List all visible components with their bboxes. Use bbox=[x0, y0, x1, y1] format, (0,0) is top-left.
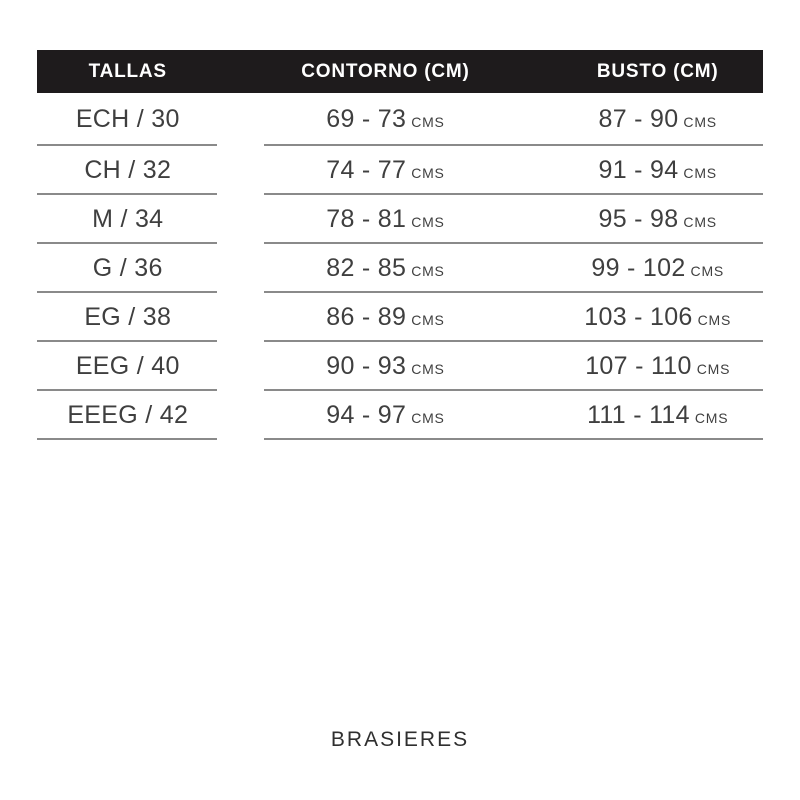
size-label: EEEG / 42 bbox=[67, 401, 189, 429]
contorno-cell bbox=[219, 156, 553, 185]
table-body bbox=[37, 93, 763, 440]
busto-range: 95 - 98 bbox=[598, 205, 679, 233]
contorno-range: 94 - 97 bbox=[326, 401, 407, 429]
busto-cell bbox=[552, 352, 763, 381]
contorno-range: 69 - 73 bbox=[326, 105, 407, 133]
size-label: EG / 38 bbox=[84, 303, 172, 331]
table-row bbox=[37, 195, 763, 244]
row-divider bbox=[37, 438, 763, 440]
busto-cell bbox=[552, 401, 763, 430]
unit-label: CMS bbox=[697, 312, 732, 328]
table-row bbox=[37, 293, 763, 342]
size-label: G / 36 bbox=[92, 254, 163, 282]
unit-label: CMS bbox=[683, 114, 717, 130]
table-row bbox=[37, 93, 763, 146]
busto-range: 111 - 114 bbox=[587, 401, 690, 429]
unit-label: CMS bbox=[411, 114, 445, 130]
size-chart-table bbox=[37, 50, 763, 440]
header-tallas: TALLAS bbox=[88, 60, 167, 82]
table-row bbox=[37, 391, 763, 440]
table-row bbox=[37, 146, 763, 195]
unit-label: CMS bbox=[411, 410, 445, 426]
unit-label: CMS bbox=[411, 263, 445, 279]
size-label: M / 34 bbox=[92, 205, 164, 233]
unit-label: CMS bbox=[411, 361, 445, 377]
contorno-range: 74 - 77 bbox=[326, 156, 407, 184]
busto-cell bbox=[552, 156, 763, 185]
size-label: CH / 32 bbox=[84, 156, 172, 184]
contorno-range: 82 - 85 bbox=[326, 254, 407, 282]
unit-label: CMS bbox=[690, 263, 725, 279]
unit-label: CMS bbox=[683, 165, 717, 181]
unit-label: CMS bbox=[411, 312, 445, 328]
contorno-cell bbox=[219, 401, 553, 430]
unit-label: CMS bbox=[411, 214, 445, 230]
contorno-cell bbox=[219, 254, 553, 283]
header-contorno: CONTORNO (CM) bbox=[301, 60, 470, 82]
size-label: EEG / 40 bbox=[75, 352, 180, 380]
busto-range: 103 - 106 bbox=[584, 303, 693, 331]
contorno-cell bbox=[219, 205, 553, 234]
busto-range: 91 - 94 bbox=[598, 156, 679, 184]
unit-label: CMS bbox=[696, 361, 731, 377]
table-row bbox=[37, 244, 763, 293]
busto-range: 107 - 110 bbox=[585, 352, 692, 380]
busto-range: 87 - 90 bbox=[598, 105, 679, 133]
contorno-cell bbox=[219, 352, 553, 381]
contorno-cell bbox=[219, 105, 553, 134]
contorno-range: 78 - 81 bbox=[326, 205, 407, 233]
table-header-row bbox=[37, 50, 763, 93]
busto-cell bbox=[552, 205, 763, 234]
contorno-range: 86 - 89 bbox=[326, 303, 407, 331]
busto-cell bbox=[552, 105, 763, 134]
header-busto: BUSTO (CM) bbox=[596, 60, 719, 82]
unit-label: CMS bbox=[694, 410, 729, 426]
unit-label: CMS bbox=[411, 165, 445, 181]
contorno-cell bbox=[219, 303, 553, 332]
busto-cell bbox=[552, 254, 763, 283]
contorno-range: 90 - 93 bbox=[326, 352, 407, 380]
unit-label: CMS bbox=[683, 214, 717, 230]
category-label: BRASIERES bbox=[330, 728, 470, 751]
size-label: ECH / 30 bbox=[75, 105, 180, 133]
table-row bbox=[37, 342, 763, 391]
busto-cell bbox=[552, 303, 763, 332]
busto-range: 99 - 102 bbox=[591, 254, 686, 282]
